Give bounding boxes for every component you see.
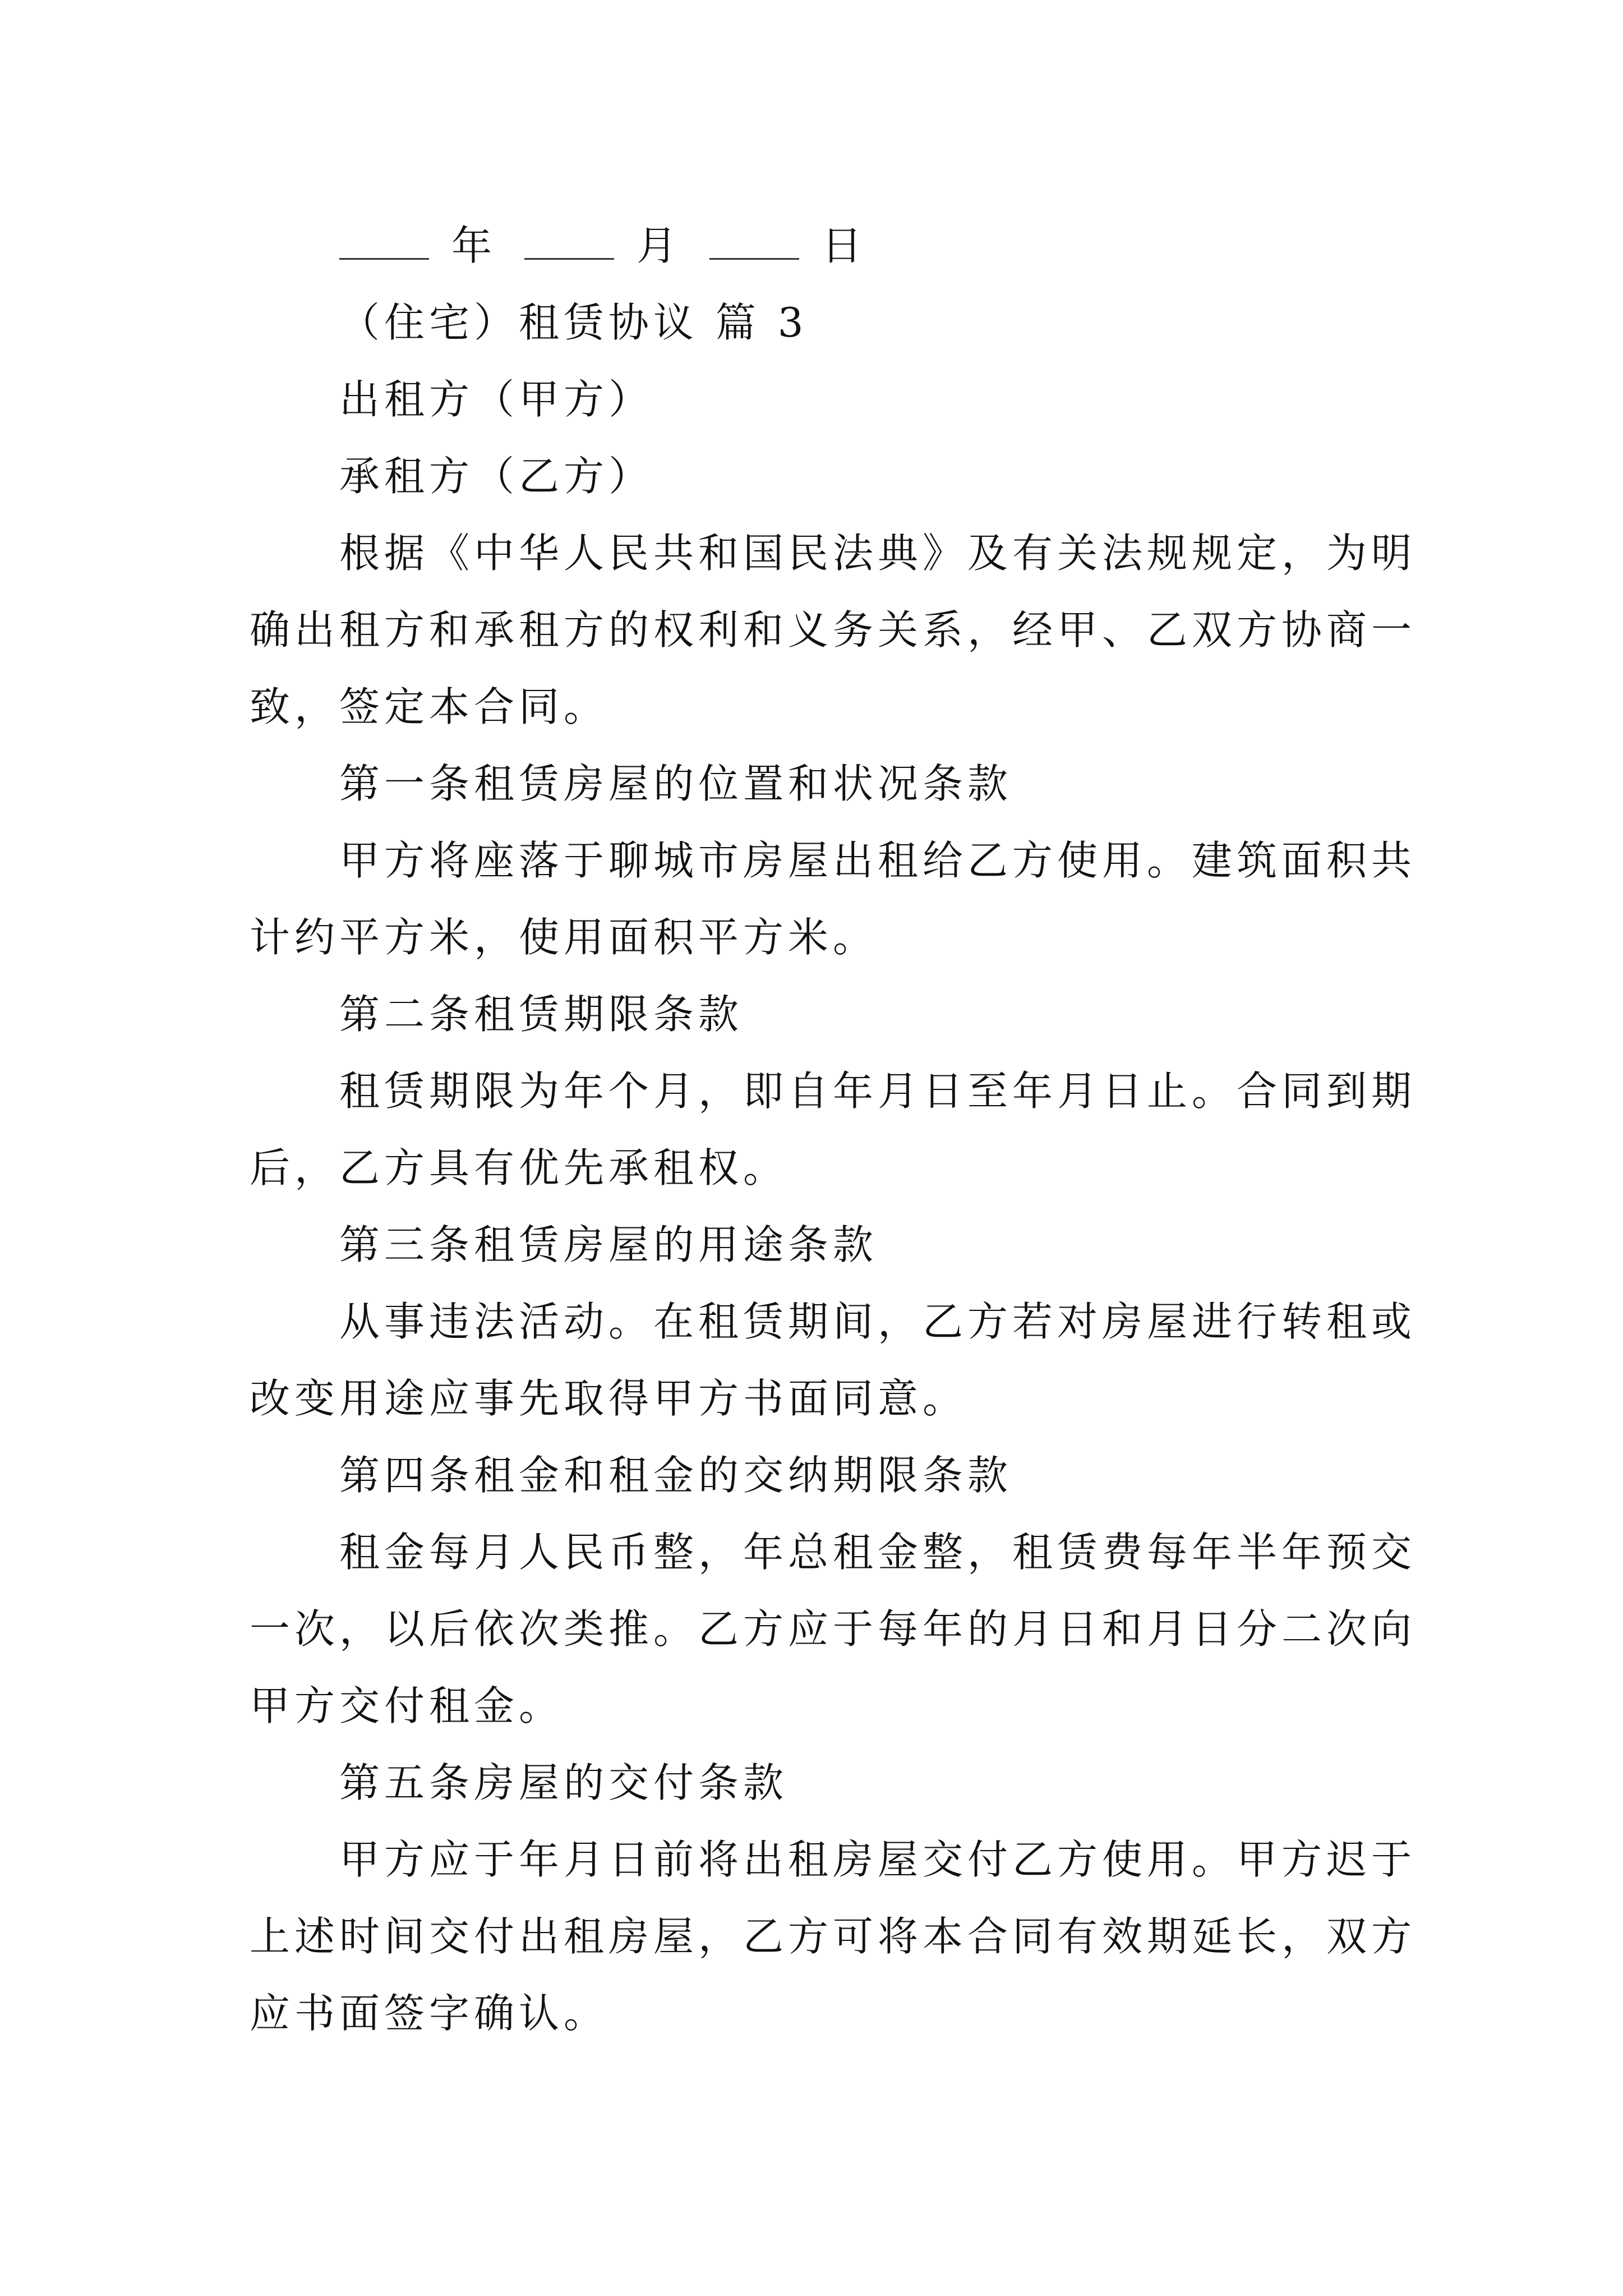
month-label: 月 <box>637 222 682 269</box>
year-blank <box>339 224 429 260</box>
lessor-line: 出租方（甲方） <box>339 376 654 423</box>
paragraph-line: 甲方将座落于聊城市房屋出租给乙方使用。建筑面积共 <box>339 837 1417 884</box>
paragraph-line: 甲方交付租金。 <box>250 1682 564 1729</box>
clause-heading: 第三条租赁房屋的用途条款 <box>339 1221 878 1268</box>
paragraph-line: 后，乙方具有优先承租权。 <box>250 1144 789 1191</box>
clause-heading: 第一条租赁房屋的位置和状况条款 <box>339 760 1013 807</box>
clause-heading: 第二条租赁期限条款 <box>339 991 744 1038</box>
section-title: （住宅）租赁协议 篇 3 <box>339 299 808 346</box>
date-line <box>250 208 1388 284</box>
paragraph-line: 一次，以后依次类推。乙方应于每年的月日和月日分二次向 <box>250 1605 1417 1653</box>
day-blank <box>709 224 799 260</box>
clause-heading: 第四条租金和租金的交纳期限条款 <box>339 1452 1013 1499</box>
paragraph-line: 租金每月人民币整，年总租金整，租赁费每年半年预交 <box>339 1529 1417 1576</box>
paragraph-line: 改变用途应事先取得甲方书面同意。 <box>250 1375 968 1422</box>
year-label: 年 <box>451 222 497 269</box>
month-blank <box>524 224 614 260</box>
paragraph-line: 根据《中华人民共和国民法典》及有关法规规定，为明 <box>339 530 1417 577</box>
paragraph-line: 计约平方米，使用面积平方米。 <box>250 914 878 961</box>
paragraph-line: 上述时间交付出租房屋，乙方可将本合同有效期延长，双方 <box>250 1913 1417 1960</box>
paragraph-line: 租赁期限为年个月，即自年月日至年月日止。合同到期 <box>339 1068 1417 1115</box>
paragraph-line: 从事违法活动。在租赁期间，乙方若对房屋进行转租或 <box>339 1298 1417 1345</box>
clause-heading: 第五条房屋的交付条款 <box>339 1759 789 1806</box>
paragraph-line: 致，签定本合同。 <box>250 683 609 730</box>
paragraph-line: 甲方应于年月日前将出租房屋交付乙方使用。甲方迟于 <box>339 1836 1417 1883</box>
day-label: 日 <box>822 222 867 269</box>
paragraph-line: 确出租方和承租方的权利和义务关系，经甲、乙双方协商一 <box>250 606 1417 654</box>
paragraph-line: 应书面签字确认。 <box>250 1990 609 2037</box>
lessee-line: 承租方（乙方） <box>339 453 654 500</box>
document-body <box>250 208 1417 2052</box>
